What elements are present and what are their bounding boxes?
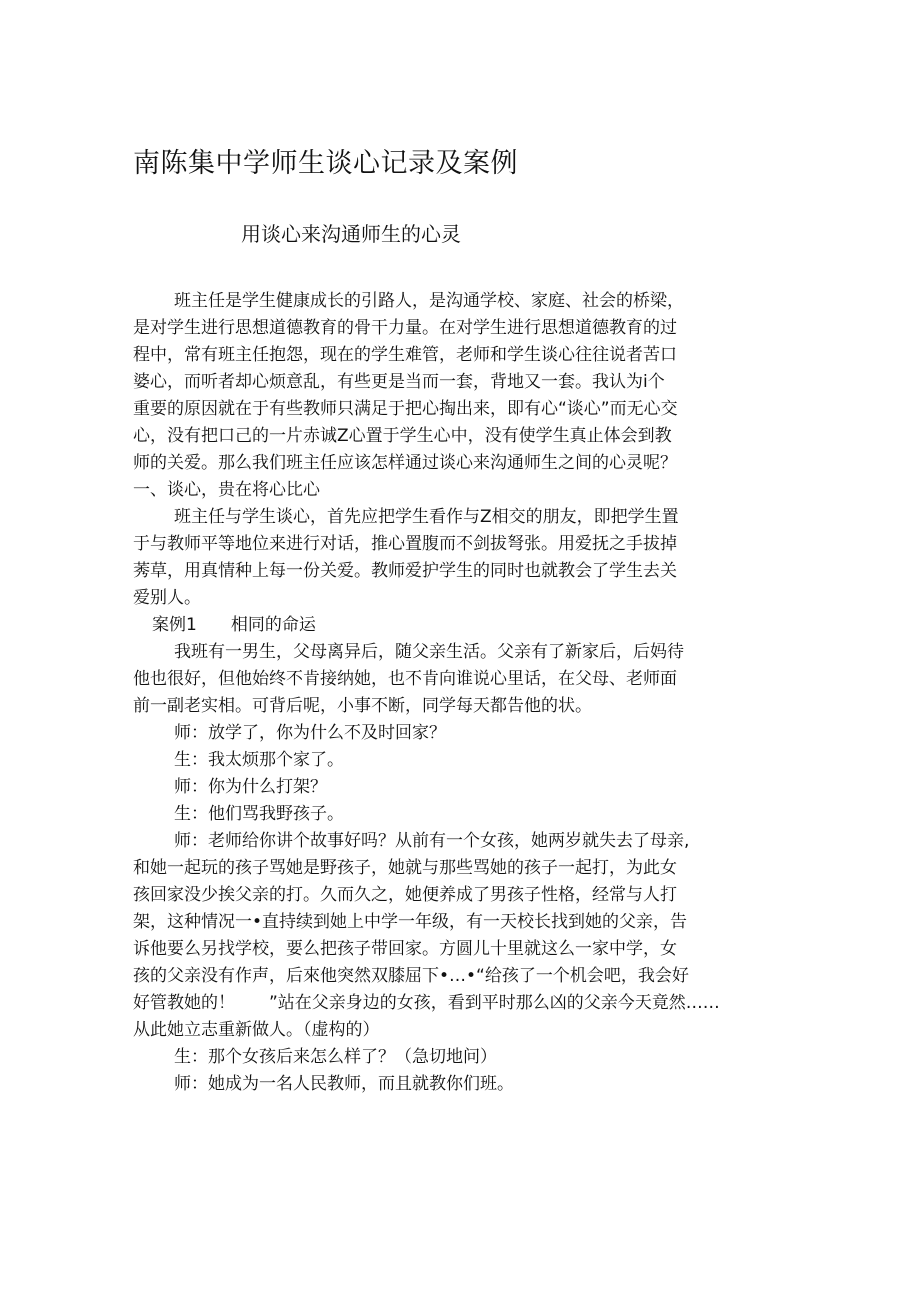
text-line: 程中，常有班主任抱怨，现在的学生难管，老师和学生谈心往往说者苦口 — [133, 345, 677, 365]
text-line: 婆心，而听者却心烦意乱，有些更是当而一套，背地又一套。我认为i个 — [133, 372, 665, 392]
document-title: 南陈集中学师生谈心记录及案例 — [133, 148, 518, 179]
text-line: 班主任与学生谈心，首先应把学生看作与Z相交的朋友，即把学生置 — [174, 507, 679, 527]
text-line: 他也很好，但他始终不肯接纳她，也不肯向谁说心里话，在父母、老师面 — [133, 669, 677, 689]
text-line: 重要的原因就在于有些教师只满足于把心掏出来，即有心“谈心”而无心交 — [133, 399, 678, 419]
text-line: 莠草，用真情种上每一份关爱。教师爱护学生的同时也就教会了学生去关 — [133, 561, 677, 581]
text-line: 师的关爱。那么我们班主任应该怎样通过谈心来沟通师生之间的心灵呢？ — [133, 453, 677, 473]
text-line: 好管教她的！ ”站在父亲身边的女孩，看到平时那么凶的父亲今天竟然…… — [133, 993, 720, 1013]
text-line: 是对学生进行思想道德教育的骨干力量。在对学生进行思想道德教育的过 — [133, 318, 677, 338]
text-line: 前一副老实相。可背后呢，小事不断，同学每天都告他的状。 — [133, 696, 592, 716]
case-heading: 案例1 相同的命运 — [152, 615, 316, 635]
dialogue-line: 师：你为什么打架？ — [174, 777, 327, 797]
text-line: 从此她立志重新做人。（虚构的） — [133, 1020, 380, 1040]
text-line: 于与教师平等地位来进行对话，推心置腹而不剑拔弩张。用爱抚之手拔掉 — [133, 534, 677, 554]
dialogue-line: 师：放学了，你为什么不及时回家？ — [174, 723, 446, 743]
dialogue-line: 生：那个女孩后来怎么样了？（急切地问） — [174, 1047, 497, 1067]
dialogue-line: 生：他们骂我野孩子。 — [174, 804, 344, 824]
dialogue-line: 师：老师给你讲个故事好吗？从前有一个女孩，她两岁就失去了母亲, — [174, 831, 690, 851]
text-line: 和她一起玩的孩子骂她是野孩子，她就与那些骂她的孩子一起打，为此女 — [133, 858, 677, 878]
document-subtitle: 用谈心来沟通师生的心灵 — [241, 222, 461, 246]
text-line: 心，没有把口己的一片赤诚Z心置于学生心中，没有使学生真止体会到教 — [133, 426, 672, 446]
text-line: 班主任是学生健康成长的引路人，是沟通学校、家庭、社会的桥梁， — [174, 291, 684, 311]
dialogue-line: 师：她成为一名人民教师，而且就教你们班。 — [174, 1074, 514, 1094]
text-line: 爱别人。 — [133, 588, 201, 608]
text-line: 孩回家没少挨父亲的打。久而久之，她便养成了男孩子性格，经常与人打 — [133, 885, 677, 905]
text-line: 孩的父亲没有作声，后來他突然双膝屈下•…•“给孩了一个机会吧，我会好 — [133, 966, 689, 986]
text-line: 我班有一男生，父母离异后，随父亲生活。父亲有了新家后，后妈待 — [174, 642, 684, 662]
text-line: 架，这种情况一•直持续到她上中学一年级，有一天校长找到她的父亲，告 — [133, 912, 688, 932]
dialogue-line: 生：我太烦那个家了。 — [174, 750, 344, 770]
section-heading: 一、谈心，贵在将心比心 — [133, 480, 320, 500]
text-line: 诉他要么另找学校，要么把孩子带回家。方圆儿十里就这么一家中学，女 — [133, 939, 677, 959]
